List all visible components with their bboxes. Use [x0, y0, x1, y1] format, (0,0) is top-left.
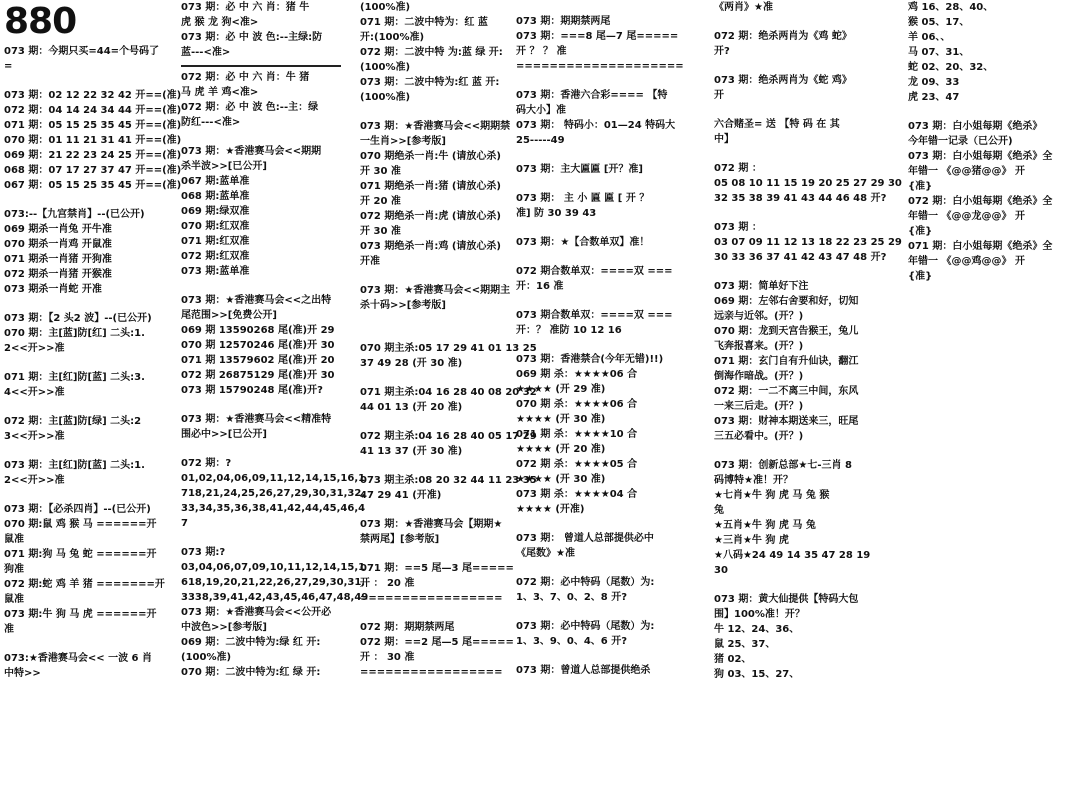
text-line: ★五肖★牛 狗 虎 马 兔: [714, 520, 816, 531]
text-line: 073 期：★香港赛马会<<之出特: [181, 295, 332, 306]
text-line: 鼠准: [4, 594, 24, 605]
text-line: 30: [714, 565, 728, 576]
text-line: 073 期绝杀一肖:鸡 (请放心杀): [360, 241, 501, 252]
text-line: 069 期 杀：★★★★06 合: [516, 369, 638, 380]
text-line: ★三肖★牛 狗 虎: [714, 535, 789, 546]
text-line: 067 期:蓝单准: [181, 176, 250, 187]
text-line: 072 期合数单双：====双 ===: [516, 266, 673, 277]
text-line: 25-----49: [516, 135, 565, 146]
text-line: 073 期:?: [181, 547, 226, 558]
text-line: 狗 03、15、27、: [714, 669, 800, 680]
text-line: 开 30 准: [360, 226, 401, 237]
column-1: [4, 0, 182, 681]
blank-line: [516, 148, 696, 162]
text-line: 073 期主杀:08 20 32 44 11 23 35: [360, 475, 537, 486]
text-line: 倒海作暗战。(开？): [714, 371, 804, 382]
text-line: 3338,39,41,42,43,45,46,47,48,49: [181, 592, 369, 603]
blank-line: [4, 488, 162, 502]
text-line: 4<<开>>准: [4, 387, 65, 398]
blank-line: [181, 130, 341, 144]
blank-line: [4, 297, 162, 311]
text-line: 073 期：期期禁两尾: [516, 16, 611, 27]
text-line: ★★★★ (开 30 准): [516, 414, 606, 425]
text-line: 071 期：白小姐每期《绝杀》全: [908, 241, 1053, 252]
text-line: 071 期绝杀一肖:猪 (请放心杀): [360, 181, 501, 192]
text-line: 071 期:红双准: [181, 236, 250, 247]
text-line: 码大小】准: [516, 105, 566, 116]
text-line: 073 期：02 12 22 32 42 开==(准): [4, 90, 182, 101]
text-line: 071 期：05 15 25 35 45 开==(准): [4, 120, 182, 131]
text-line: 070 期 杀：★★★★06 合: [516, 399, 638, 410]
blank-line: [181, 279, 341, 293]
text-line: 073 期:蓝单准: [181, 266, 250, 277]
text-line: 073 期 ：: [714, 222, 762, 233]
text-line: 069 期：21 22 23 24 25 开==(准): [4, 150, 182, 161]
text-line: 3<<开>>准: [4, 431, 65, 442]
text-line: 073 期：主大匾匾 [开？准]: [516, 164, 643, 175]
text-line: 05 08 10 11 15 19 20 25 27 29 30: [714, 178, 902, 189]
text-line: 围】100%准！开？: [714, 609, 805, 620]
text-line: 虎 猴 龙 狗<准>: [181, 17, 259, 28]
blank-line: [714, 15, 894, 29]
text-line: 中】: [714, 134, 734, 145]
text-line: 072 期：必中特码（尾数）为:: [516, 577, 655, 588]
text-line: 猴 05、17、: [908, 17, 970, 28]
text-line: 073 期：香港禁合(今年无错)!!): [516, 354, 664, 365]
text-line: ★★★★ (开 30 准): [516, 474, 606, 485]
text-line: 073:--【九宫禁肖】--(已公开): [4, 209, 145, 220]
blank-line: [714, 444, 894, 458]
section-divider: [181, 65, 341, 67]
blank-line: [714, 578, 894, 592]
text-line: 073 期：绝杀两肖为《蛇 鸡》: [714, 75, 852, 86]
text-line: 鸡 16、28、40、: [908, 2, 994, 13]
text-line: 1、3、7、0、2、8 开?: [516, 592, 628, 603]
text-line: 070 期：龙到天宫告猴王，兔儿: [714, 326, 859, 337]
blank-line: [181, 442, 341, 456]
blank-line: [714, 206, 894, 220]
text-line: 禁两尾】[参考版]: [360, 534, 440, 545]
text-line: 33,34,35,36,38,41,42,44,45,46,4: [181, 503, 366, 514]
column-2: [181, 0, 369, 680]
text-line: 068 期：07 17 27 37 47 开==(准): [4, 165, 182, 176]
text-line: 开 ： 20 准: [360, 578, 415, 589]
blank-line: [360, 415, 510, 429]
text-line: 073 期：★香港赛马会<<精准特: [181, 414, 332, 425]
text-line: 070 期杀一肖鸡 开鼠准: [4, 239, 112, 250]
blank-line: [360, 371, 510, 385]
text-line: 071 期 13579602 尾(准)开 20: [181, 355, 335, 366]
blank-line: [4, 193, 162, 207]
text-line: 羊 06、、: [908, 32, 951, 43]
text-line: 073 期：主[红]防[蓝] 二头:1.: [4, 460, 145, 471]
text-line: 072 期 杀：★★★★05 合: [516, 459, 638, 470]
blank-line: [516, 561, 696, 575]
text-line: 三五必看中。(开？): [714, 431, 804, 442]
blank-line: [516, 338, 696, 352]
text-line: 073 期:牛 狗 马 虎 ======开: [4, 609, 157, 620]
text-line: 01,02,04,06,09,11,12,14,15,16,1: [181, 473, 366, 484]
text-line: =================: [360, 667, 503, 678]
text-line: 一生肖>>[参考版]: [360, 136, 446, 147]
text-line: 073 期：★香港赛马会<<期期主: [360, 285, 511, 296]
text-line: ====================: [516, 61, 684, 72]
blank-line: [516, 0, 696, 14]
text-line: 072 期：主[蓝]防[绿] 二头:2: [4, 416, 142, 427]
text-line: 073 期：必中特码（尾数）为:: [516, 621, 655, 632]
text-line: 072 期：期期禁两尾: [360, 622, 455, 633]
blank-line: [516, 605, 696, 619]
blank-line: [516, 294, 696, 308]
text-line: 防红---<准>: [181, 117, 241, 128]
text-line: 开 30 准: [360, 166, 401, 177]
text-line: ★★★★ (开准): [516, 504, 585, 515]
text-line: 072 期：必 中 六 肖：牛 猪: [181, 72, 310, 83]
issue-number: 880: [4, 1, 77, 42]
blank-line: [4, 637, 162, 651]
text-line: ★★★★ (开 29 准): [516, 384, 606, 395]
text-line: 开 ？ ？ 准: [516, 46, 567, 57]
text-line: 068 期:蓝单准: [181, 191, 250, 202]
text-line: 072 期：二波中特 为:蓝 绿 开:: [360, 47, 503, 58]
text-line: 开: [714, 90, 724, 101]
text-line: 073 期 杀：★★★★04 合: [516, 489, 638, 500]
blank-line: [4, 400, 162, 414]
text-line: 070 期绝杀一肖:牛 (请放心杀): [360, 151, 501, 162]
text-line: (100%准): [181, 652, 232, 663]
text-line: 073 期：白小姐每期《绝杀》: [908, 121, 1043, 132]
text-line: 兔: [714, 505, 724, 516]
text-line: 37 49 28 (开 30 准): [360, 358, 463, 369]
text-line: 069 期：二波中特为:绿 红 开:: [181, 637, 321, 648]
blank-line: [360, 105, 510, 119]
text-line: 070 期主杀:05 17 29 41 01 13 25: [360, 343, 537, 354]
text-line: 071 期:狗 马 兔 蛇 ======开: [4, 549, 157, 560]
text-line: 7: [181, 518, 188, 529]
text-line: 牛 12、24、36、: [714, 624, 800, 635]
blank-line: [516, 221, 696, 235]
text-line: 073 期 15790248 尾(准)开?: [181, 385, 323, 396]
text-line: 鼠准: [4, 534, 24, 545]
text-line: 073 期：★香港赛马会【期期★: [360, 519, 503, 530]
blank-line: [360, 503, 510, 517]
text-line: 072 期：一二不离三中间，东风: [714, 386, 859, 397]
text-line: 杀十码>>[参考版]: [360, 300, 446, 311]
text-line: 070 期:红双准: [181, 221, 250, 232]
text-line: 718,21,24,25,26,27,29,30,31,32,: [181, 488, 366, 499]
blank-line: [516, 250, 696, 264]
column-4: [516, 0, 696, 678]
text-line: 071 期：玄门自有升仙诀，翻江: [714, 356, 859, 367]
text-line: 073 期：今期只买=44=个号码了: [4, 46, 160, 57]
text-line: 开：16 准: [516, 281, 564, 292]
text-line: 073 期：★香港赛马会<<公开必: [181, 607, 332, 618]
text-line: 067 期：05 15 25 35 45 开==(准): [4, 180, 182, 191]
text-line: 071 期：==5 尾—3 尾=====: [360, 563, 514, 574]
blank-line: [360, 459, 510, 473]
blank-line: [516, 74, 696, 88]
text-line: 2<<开>>准: [4, 475, 65, 486]
text-line: 073 期杀一肖蛇 开准: [4, 284, 102, 295]
text-line: 072 期 26875129 尾(准)开 30: [181, 370, 335, 381]
text-line: 开 ： 30 准: [360, 652, 415, 663]
text-line: 开:(100%准): [360, 32, 425, 43]
text-line: 073 期：【必杀四肖】--(已公开): [4, 504, 151, 515]
text-line: {准}: [908, 271, 933, 282]
text-line: 073 期：【2 头2 波】--(已公开): [4, 313, 152, 324]
text-line: 鼠 25、37、: [714, 639, 776, 650]
blank-line: [516, 177, 696, 191]
blank-line: [714, 103, 894, 117]
text-line: =: [4, 61, 13, 72]
text-line: 072 期绝杀一肖:虎 (请放心杀): [360, 211, 501, 222]
text-line: 马 虎 羊 鸡<准>: [181, 87, 259, 98]
blank-line: [181, 531, 341, 545]
text-line: 073 期：白小姐每期《绝杀》全: [908, 151, 1053, 162]
text-line: 073 期：二波中特为:红 蓝 开:: [360, 77, 500, 88]
blank-line: [908, 105, 1078, 119]
text-line: 44 01 13 (开 20 准): [360, 402, 463, 413]
text-line: 1、3、9、0、4、6 开?: [516, 636, 628, 647]
text-line: 30 33 36 37 41 42 43 47 48 开?: [714, 252, 887, 263]
blank-line: [714, 265, 894, 279]
text-line: 071 期：主[红]防[蓝] 二头:3.: [4, 372, 145, 383]
text-line: 2<<开>>准: [4, 343, 65, 354]
text-line: =================: [360, 593, 503, 604]
text-line: 蓝---<准>: [181, 47, 231, 58]
text-line: (100%准): [360, 62, 411, 73]
blank-line: [360, 547, 510, 561]
text-line: (100%准): [360, 92, 411, 103]
text-line: 狗准: [4, 564, 24, 575]
text-line: 码博特★准！开？: [714, 475, 793, 486]
text-line: 073 期：★【合数单双】准！: [516, 237, 650, 248]
text-line: 年错一 《@@猪@@》 开: [908, 166, 1025, 177]
text-line: 072 期：必 中 波 色:--主：绿: [181, 102, 319, 113]
blank-line: [360, 327, 510, 341]
text-line: 072 期:红双准: [181, 251, 250, 262]
text-line: 围必中>>[已公开]: [181, 429, 267, 440]
text-line: 03 07 09 11 12 13 18 22 23 25 29: [714, 237, 902, 248]
text-line: 072 期:蛇 鸡 羊 猪 =======开: [4, 579, 165, 590]
text-line: 073:★香港赛马会<< 一波 6 肖: [4, 653, 152, 664]
text-line: (100%准): [360, 2, 411, 13]
text-line: 073 期：===8 尾—7 尾=====: [516, 31, 679, 42]
text-line: 069 期:绿双准: [181, 206, 250, 217]
text-line: 072 期：?: [181, 458, 232, 469]
text-line: 073 期：★香港赛马会<<期期禁: [360, 121, 511, 132]
blank-line: [4, 444, 162, 458]
text-line: 准] 防 30 39 43: [516, 208, 597, 219]
text-line: 072 期：04 14 24 34 44 开==(准): [4, 105, 182, 116]
blank-line: [4, 74, 162, 88]
text-line: 073 期：简单好下注: [714, 281, 809, 292]
text-line: 073 期：★香港赛马会<<期期: [181, 146, 322, 157]
column-3: [360, 0, 537, 680]
text-line: 《两肖》★准: [714, 2, 773, 13]
text-line: 073 期：创新总部★七-三肖 8: [714, 460, 852, 471]
text-line: 072 期：白小姐每期《绝杀》全: [908, 196, 1053, 207]
text-line: 071 期主杀:04 16 28 40 08 20 32: [360, 387, 537, 398]
text-line: 马 07、31、: [908, 47, 970, 58]
text-line: 073 期：必 中 六 肖：猪 牛: [181, 2, 310, 13]
text-line: 073 期： 特码小：01—24 特码大: [516, 120, 676, 131]
text-line: 069 期 13590268 尾(准)开 29: [181, 325, 335, 336]
text-line: 070 期：主[蓝]防[红] 二头:1.: [4, 328, 145, 339]
text-line: 开：？ 准防 10 12 16: [516, 325, 622, 336]
text-line: 073 期：曾道人总部提供绝杀: [516, 665, 651, 676]
text-line: 069 期：左邻右舍要和好，切知: [714, 296, 859, 307]
text-line: 杀半波>>[已公开]: [181, 161, 267, 172]
text-line: 开?: [714, 46, 730, 57]
text-line: ★七肖★牛 狗 虎 马 兔 猴: [714, 490, 830, 501]
text-line: 41 13 37 (开 30 准): [360, 446, 463, 457]
text-line: 069 期杀一肖兔 开牛准: [4, 224, 112, 235]
text-line: 32 35 38 39 41 43 44 46 48 开?: [714, 193, 887, 204]
text-line: 开准: [360, 256, 380, 267]
blank-line: [360, 313, 510, 327]
column-5: [714, 0, 902, 682]
text-line: 072 期：绝杀两肖为《鸡 蛇》: [714, 31, 852, 42]
text-line: 年错一 《@@鸡@@》 开: [908, 256, 1025, 267]
text-line: 071 期杀一肖猪 开狗准: [4, 254, 112, 265]
blank-line: [516, 649, 696, 663]
text-line: 47 29 41 (开准): [360, 490, 442, 501]
text-line: 071 期 杀：★★★★10 合: [516, 429, 638, 440]
text-line: 072 期主杀:04 16 28 40 05 17 29: [360, 431, 537, 442]
text-line: 073 期合数单双：====双 ===: [516, 310, 673, 321]
text-line: 龙 09、33: [908, 77, 960, 88]
text-line: {准}: [908, 226, 933, 237]
text-line: 073 期：必 中 波 色:--主绿:防: [181, 32, 323, 43]
text-line: 开 20 准: [360, 196, 401, 207]
text-line: 070 期：01 11 21 31 41 开==(准): [4, 135, 182, 146]
text-line: 073 期：黄大仙提供【特码大包: [714, 594, 859, 605]
blank-line: [360, 269, 510, 283]
text-line: 071 期：二波中特为：红 蓝: [360, 17, 488, 28]
text-line: 中波色>>[参考版]: [181, 622, 267, 633]
text-line: 虎 23、47: [908, 92, 960, 103]
text-line: 年错一 《@@龙@@》 开: [908, 211, 1025, 222]
text-line: 准: [4, 624, 14, 635]
text-line: 蛇 02、20、32、: [908, 62, 994, 73]
text-line: 073 期：香港六合彩==== 【特: [516, 90, 668, 101]
text-line: 今年错一记录（已公开): [908, 136, 1013, 147]
text-line: 飞奔报喜来。(开？): [714, 341, 804, 352]
text-line: 尾范围>>[免费公开]: [181, 310, 277, 321]
text-line: 073 期： 主 小 匾 匾 [ 开 ？: [516, 193, 650, 204]
text-line: ★八码★24 49 14 35 47 28 19: [714, 550, 871, 561]
text-line: 072 期 ：: [714, 163, 762, 174]
blank-line: [360, 606, 510, 620]
text-line: 618,19,20,21,22,26,27,29,30,31,: [181, 577, 366, 588]
text-line: 073 期： 曾道人总部提供必中: [516, 533, 654, 544]
text-line: 一来三后走。(开？): [714, 401, 804, 412]
blank-line: [714, 147, 894, 161]
text-line: 《尾数》★准: [516, 548, 575, 559]
text-line: 远亲与近邻。(开？): [714, 311, 804, 322]
text-line: 070 期 12570246 尾(准)开 30: [181, 340, 335, 351]
text-line: 073 期：财神本期送来三，旺尾: [714, 416, 859, 427]
text-line: ★★★★ (开 20 准): [516, 444, 606, 455]
text-line: 猪 02、: [714, 654, 752, 665]
blank-line: [714, 59, 894, 73]
text-line: 070 期:鼠 鸡 猴 马 ======开: [4, 519, 157, 530]
text-line: 03,04,06,07,09,10,11,12,14,15,1: [181, 562, 366, 573]
column-6: [908, 0, 1078, 284]
text-line: 072 期杀一肖猪 开猴准: [4, 269, 112, 280]
blank-line: [181, 398, 341, 412]
blank-line: [4, 356, 162, 370]
text-line: 六合赌圣= 送 【特 码 在 其: [714, 119, 840, 130]
text-line: 070 期：二波中特为:红 绿 开:: [181, 667, 321, 678]
text-line: 中特>>: [4, 668, 41, 679]
blank-line: [516, 517, 696, 531]
text-line: 072 期：==2 尾—5 尾=====: [360, 637, 514, 648]
text-line: {准}: [908, 181, 933, 192]
